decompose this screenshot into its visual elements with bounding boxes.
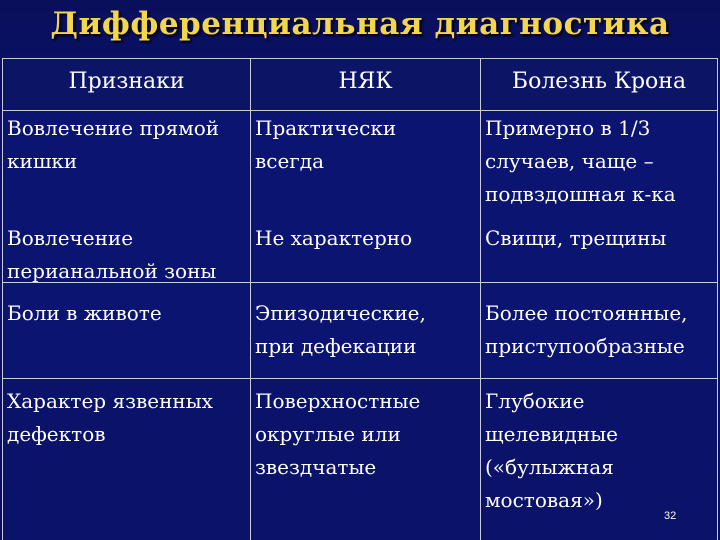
cell-nyak: Эпизодические, при дефекации — [250, 283, 480, 378]
comparison-table — [2, 58, 718, 540]
header-crohn: Болезнь Крона — [480, 59, 718, 110]
table-row — [2, 221, 718, 283]
table-row — [2, 379, 718, 540]
cell-nyak: Поверхностные округлые или звездчатые — [250, 379, 480, 540]
table-header-row — [2, 59, 718, 111]
header-signs: Признаки — [2, 59, 250, 110]
cell-sign: Боли в животе — [2, 283, 250, 378]
cell-crohn: Свищи, трещины — [480, 221, 718, 282]
cell-sign: Характер язвенных дефектов — [2, 379, 250, 540]
cell-sign: Вовлечение перианальной зоны — [2, 221, 250, 282]
table-row — [2, 283, 718, 379]
cell-nyak: Практически всегда — [250, 111, 480, 221]
table-row — [2, 111, 718, 221]
slide-title: Дифференциальная диагностика — [50, 6, 670, 42]
cell-crohn: Глубокие щелевидные («булыжная мостовая») — [480, 379, 718, 540]
page-number: 32 — [664, 510, 677, 522]
cell-sign: Вовлечение прямой кишки — [2, 111, 250, 221]
cell-crohn: Более постоянные, приступообразные — [480, 283, 718, 378]
header-nyak: НЯК — [250, 59, 480, 110]
cell-crohn: Примерно в 1/3 случаев, чаще – подвздошная к-ка — [480, 111, 718, 221]
cell-nyak: Не характерно — [250, 221, 480, 282]
